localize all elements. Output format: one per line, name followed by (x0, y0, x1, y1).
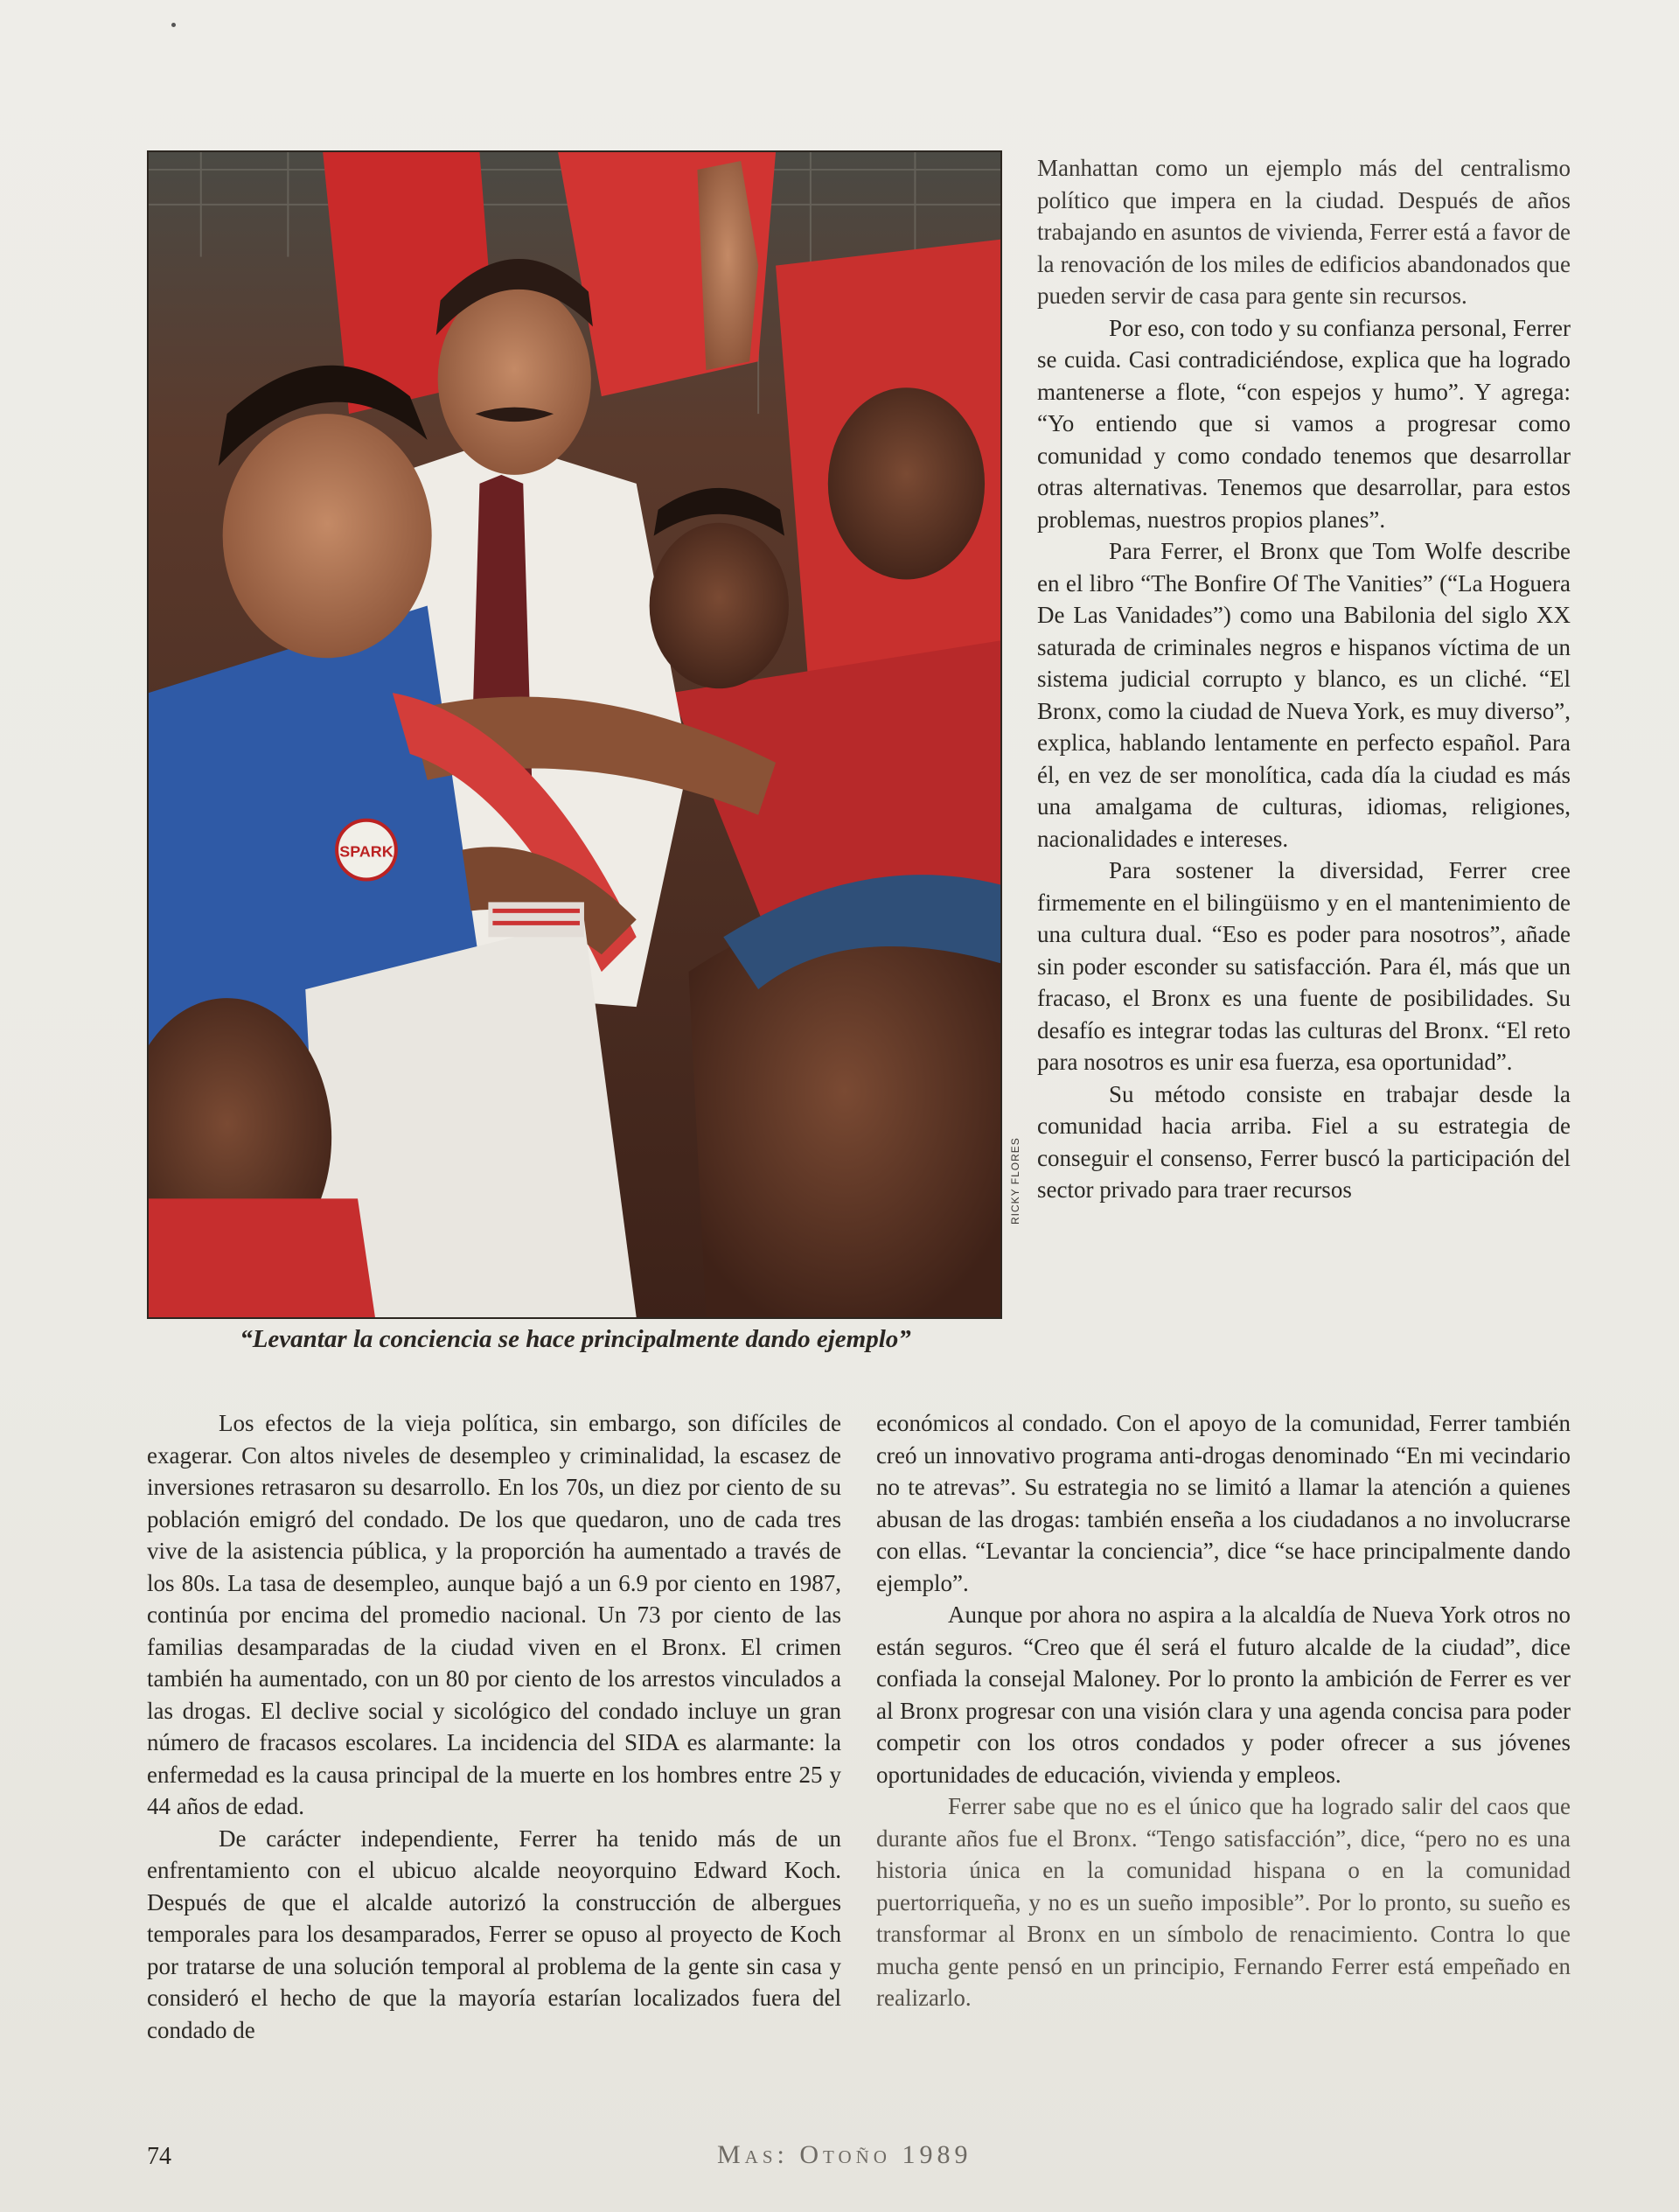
paragraph: Su método consiste en trabajar desde la comunidad hacia arriba. Fiel a su estrategia de conseguir el consenso, Ferrer buscó la participación del sector privado para traer recursos (1037, 1080, 1571, 1203)
right-column-top (1037, 152, 1571, 1206)
photo-caption: “Levantar la conciencia se hace principalmente dando ejemplo” (240, 1325, 911, 1353)
paragraph: Para Ferrer, el Bronx que Tom Wolfe describe en el libro “The Bonfire Of The Vanities” (“La Hoguera De Las Vanidades”) como una Babilonia del siglo XX saturada de criminales negros e hispanos víctima de un sistema judicial corrupto y blanco, es un cliché. “El Bronx, como la ciudad de Nueva York, es muy diverso”, explica, hablando lentamente en perfecto español. Para él, en vez de ser monolítica, cada día la ciudad es más una amalgama de culturas, idiomas, religiones, nacionalidades e intereses. (1037, 538, 1571, 852)
paragraph: económicos al condado. Con el apoyo de la comunidad, Ferrer también creó un innovativo programa anti-drogas denominado “En mi vecindario no te atrevas”. Su estrategia no se limitó a llamar la atención a quienes abusan de las drogas: también enseña a los ciudadanos a no involucrarse con ellas. “Levantar la conciencia”, dice “se hace principalmente dando ejemplo”. (876, 1410, 1571, 1596)
print-speck (171, 23, 176, 27)
article-photo (147, 150, 1002, 1319)
paragraph: Ferrer sabe que no es el único que ha logrado salir del caos que durante años fue el Bronx. “Tengo satisfacción”, dice, “pero no es una historia única en la comunidad hispana o en la comunidad puertorriqueña, y no es un sueño imposible”. Por lo pronto, su sueño es transformar al Bronx en un símbolo de renacimiento. Contra lo que mucha gente pensó en un principio, Fernando Ferrer está empeñado en realizarlo. (876, 1793, 1571, 2011)
badge-text: SPARK (339, 842, 394, 861)
paragraph: Manhattan como un ejemplo más del centralismo político que impera en la ciudad. Después de años trabajando en asuntos de vivienda, Ferrer está a favor de la renovación de los miles de edificios abandonados que pueden servir de casa para gente sin recursos. (1037, 155, 1571, 309)
paragraph: Para sostener la diversidad, Ferrer cree firmemente en el bilingüismo y en el mantenimiento de una cultura dual. “Eso es poder para nosotros”, añade sin poder esconder su satisfacción. Para él, más que un fracaso, el Bronx es una fuente de posibilidades. Su desafío es integrar todas las culturas del Bronx. “El reto para nosotros es unir esa fuerza, esa oportunidad”. (1037, 857, 1571, 1075)
photo-illustration (149, 152, 1000, 1317)
page-number: 74 (147, 2143, 171, 2170)
right-column-bottom (876, 1407, 1571, 2014)
magazine-issue: Mas: Otoño 1989 (717, 2140, 972, 2169)
paragraph: De carácter independiente, Ferrer ha tenido más de un enfrentamiento con el ubicuo alcalde neoyorquino Edward Koch. Después de que el alcalde autorizó la construcción de albergues temporales para los desamparados, Ferrer se opuso al proyecto de Koch por tratarse de una solución temporal al problema de la gente sin casa y consideró el hecho de que la mayoría estarían localizados fuera del condado de (147, 1825, 841, 2043)
left-column (147, 1407, 841, 2046)
paragraph: Los efectos de la vieja política, sin embargo, son difíciles de exagerar. Con altos niveles de desempleo y criminalidad, la escasez de inversiones retrasaron su desarrollo. En los 70s, un diez por ciento de su población emigró del condado. De los que quedaron, uno de cada tres vive de la asistencia pública, y la proporción ha aumentado a través de los 80s. La tasa de desempleo, aunque bajó a un 6.9 por ciento en 1987, continúa por encima del promedio nacional. Un 73 por ciento de las familias desamparadas de la ciudad viven en el Bronx. El crimen también ha aumentado, con un 80 por ciento de los arrestos vinculados a las drogas. El declive social y sicológico del condado incluye un gran número de fracasos escolares. La incidencia del SIDA es alarmante: la enfermedad es la causa principal de la muerte en los hombres entre 25 y 44 años de edad. (147, 1410, 841, 1819)
photo-credit: RICKY FLORES (1009, 1137, 1021, 1225)
paragraph: Por eso, con todo y su confianza personal, Ferrer se cuida. Casi contradiciéndose, explica que ha logrado mantenerse a flote, “con espejos y humo”. Y agrega: “Yo entiendo que si vamos a progresar como comunidad y como condado tenemos que desarrollar otras alternativas. Tenemos que desarrollar, para estos problemas, nuestros propios planes”. (1037, 314, 1571, 533)
paragraph: Aunque por ahora no aspira a la alcaldía de Nueva York otros no están seguros. “Creo que él será el futuro alcalde de la ciudad”, dice confiada la consejal Maloney. Por lo pronto la ambición de Ferrer es ver al Bronx progresar con una visión clara y una agenda concisa para poder competir con los otros condados y poder ofrecer a sus jóvenes oportunidades de educación, vivienda y empleos. (876, 1601, 1571, 1788)
